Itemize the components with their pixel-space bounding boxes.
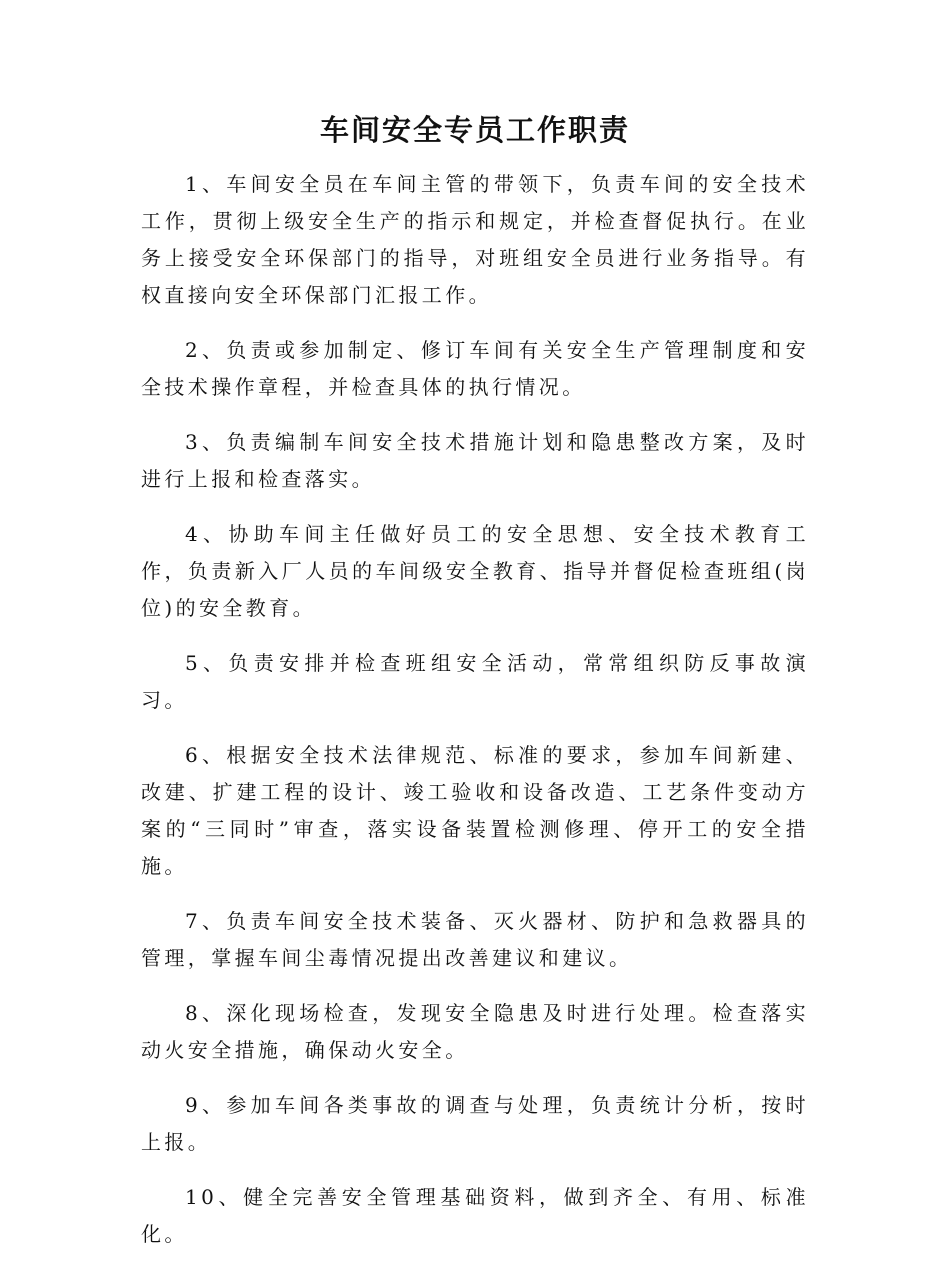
- paragraph-4: 4、协助车间主任做好员工的安全思想、安全技术教育工作，负责新入厂人员的车间级安全教育、指导并督促检查班组(岗位)的安全教育。: [141, 522, 809, 620]
- document-title: 车间安全专员工作职责: [319, 113, 630, 147]
- paragraph-1: 1、车间安全员在车间主管的带领下，负责车间的安全技术工作，贯彻上级安全生产的指示和规定，并检查督促执行。在业务上接受安全环保部门的指导，对班组安全员进行业务指导。有权直接向安全环保部门汇报工作。: [141, 172, 809, 307]
- document-body: [141, 166, 809, 1271]
- paragraph-6: 6、根据安全技术法律规范、标准的要求，参加车间新建、改建、扩建工程的设计、竣工验收和设备改造、工艺条件变动方案的“三同时”审查，落实设备装置检测修理、停开工的安全措施。: [141, 743, 809, 878]
- paragraph-9: 9、参加车间各类事故的调查与处理，负责统计分析，按时上报。: [141, 1093, 809, 1154]
- paragraph-2: 2、负责或参加制定、修订车间有关安全生产管理制度和安全技术操作章程，并检查具体的执行情况。: [141, 338, 809, 399]
- paragraph-3: 3、负责编制车间安全技术措施计划和隐患整改方案，及时进行上报和检查落实。: [141, 430, 809, 491]
- paragraph-7: 7、负责车间安全技术装备、灭火器材、防护和急救器具的管理，掌握车间尘毒情况提出改善建议和建议。: [141, 909, 809, 970]
- paragraph-10: 10、健全完善安全管理基础资料，做到齐全、有用、标准化。: [141, 1185, 809, 1246]
- paragraph-5: 5、负责安排并检查班组安全活动，常常组织防反事故演习。: [141, 651, 809, 712]
- paragraph-8: 8、深化现场检查，发现安全隐患及时进行处理。检查落实动火安全措施，确保动火安全。: [141, 1001, 809, 1062]
